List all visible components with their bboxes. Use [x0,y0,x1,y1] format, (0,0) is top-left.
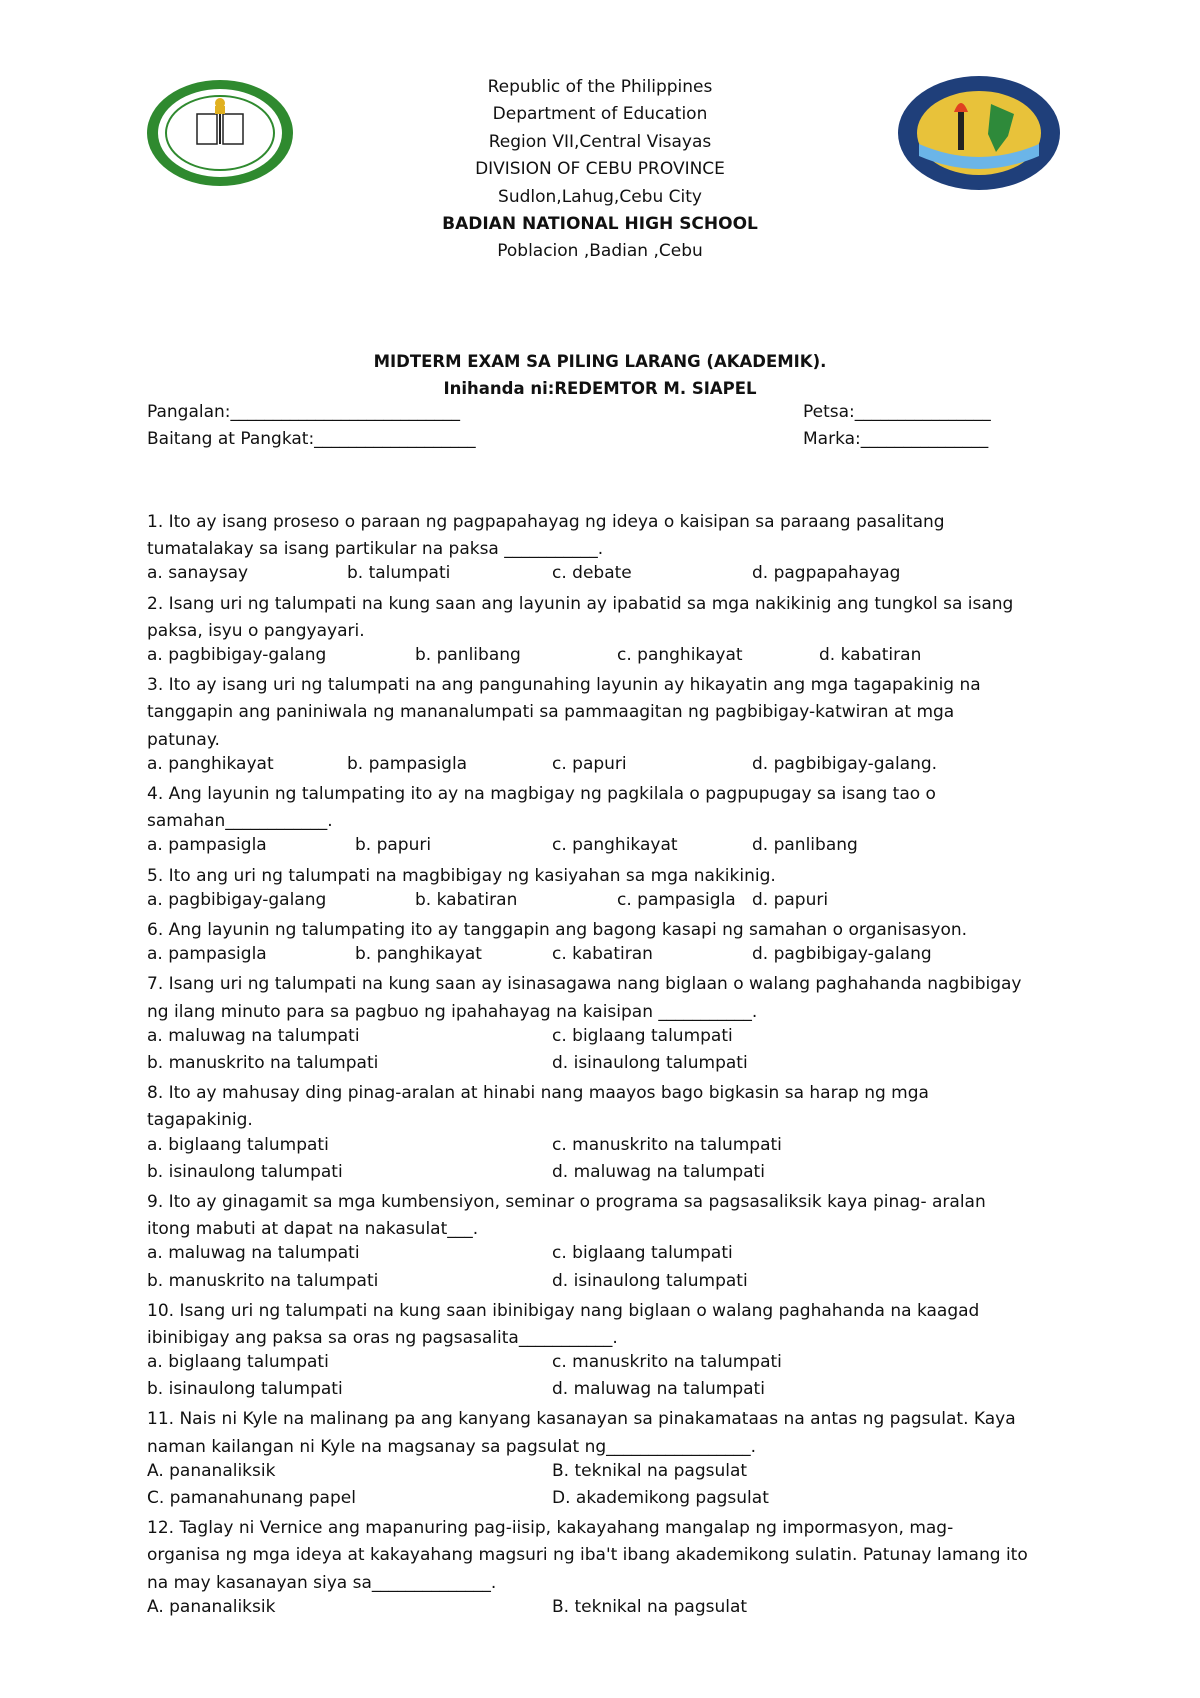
answer-option[interactable]: d. pagbibigay-galang. [752,753,938,774]
question-text-line: 8. Ito ay mahusay ding pinag-aralan at hinabi nang maayos bago bigkasin sa harap ng mga [147,1083,929,1104]
answer-option[interactable]: a. sanaysay [147,563,249,584]
answer-option[interactable]: d. maluwag na talumpati [552,1161,765,1182]
question-text-line: samahan____________. [147,811,333,832]
answer-option[interactable]: a. maluwag na talumpati [147,1243,360,1264]
question-6 [147,917,1077,971]
answer-option[interactable]: a. biglaang talumpati [147,1352,329,1373]
answer-option[interactable]: c. biglaang talumpati [552,1025,733,1046]
answer-option[interactable]: b. isinaulong talumpati [147,1379,343,1400]
answer-option[interactable]: a. biglaang talumpati [147,1134,329,1155]
answer-option[interactable]: A. pananaliksik [147,1596,276,1617]
question-text-line: na may kasanayan siya sa______________. [147,1572,497,1593]
question-10 [147,1298,1077,1407]
options-row [147,645,1077,672]
answer-option[interactable]: b. manuskrito na talumpati [147,1270,379,1291]
question-text-line: tumatalakay sa isang partikular na paksa ___________. [147,539,604,560]
options-row [147,944,1077,971]
answer-option[interactable]: d. pagbibigay-galang [752,944,932,965]
options-row [147,1243,1077,1270]
options-row [147,1597,1077,1624]
header-region: Region VII,Central Visayas [488,131,712,152]
question-9 [147,1189,1077,1298]
answer-option[interactable]: b. manuskrito na talumpati [147,1052,379,1073]
question-text-line: 4. Ang layunin ng talumpating ito ay na magbigay ng pagkilala o pagpupugay sa isang tao o [147,783,936,804]
answer-option[interactable]: B. teknikal na pagsulat [552,1460,748,1481]
answer-option[interactable]: c. biglaang talumpati [552,1243,733,1264]
question-text-line: organisa ng mga ideya at kakayahang magsuri ng iba't ibang akademikong sulatin. Patunay lamang ito [147,1545,1028,1566]
question-12 [147,1515,1077,1624]
question-text-line: tanggapin ang paniniwala ng mananalumpati sa pammaagitan ng pagbibigay-katwiran at mga [147,702,955,723]
header-division: DIVISION OF CEBU PROVINCE [475,159,725,180]
question-text-line: patunay. [147,729,220,750]
question-list [147,509,1077,1624]
answer-option[interactable]: a. pampasigla [147,944,267,965]
options-row [147,1488,1077,1515]
answer-option[interactable]: a. panghikayat [147,753,274,774]
answer-option[interactable]: c. panghikayat [552,835,678,856]
info-row-grade-score [147,429,1027,456]
answer-option[interactable]: b. pampasigla [347,753,468,774]
options-row [147,890,1077,917]
question-1 [147,509,1077,591]
options-row [147,835,1077,862]
options-row [147,1162,1077,1189]
question-text-line: paksa, isyu o pangyayari. [147,620,365,641]
answer-option[interactable]: C. pamanahunang papel [147,1488,356,1509]
date-field[interactable]: Petsa:________________ [803,402,991,422]
question-text-line: 1. Ito ay isang proseso o paraan ng pagpapahayag ng ideya o kaisipan sa paraang pasalitang [147,512,945,532]
answer-option[interactable]: c. pampasigla [617,889,736,910]
question-text-line: 9. Ito ay ginagamit sa mga kumbensiyon, seminar o programa sa pagsasaliksik kaya pinag- aralan [147,1191,986,1212]
question-text-line: 5. Ito ang uri ng talumpati na magbibigay ng kasiyahan sa mga nakikinig. [147,865,776,886]
info-row-name-date [147,402,1027,429]
options-row [147,1026,1077,1053]
exam-title-block [200,348,1000,402]
answer-option[interactable]: d. panlibang [752,835,858,856]
question-2 [147,591,1077,673]
answer-option[interactable]: c. manuskrito na talumpati [552,1352,782,1373]
answer-option[interactable]: a. pagbibigay-galang [147,645,327,665]
name-field[interactable]: Pangalan:___________________________ [147,402,461,422]
question-text-line: 10. Isang uri ng talumpati na kung saan ibinibigay nang biglaan o walang paghahanda na kaagad [147,1300,980,1321]
header-school-name: BADIAN NATIONAL HIGH SCHOOL [442,213,758,234]
question-8 [147,1080,1077,1189]
score-field[interactable]: Marka:_______________ [803,429,989,449]
question-text-line: naman kailangan ni Kyle na magsanay sa pagsulat ng_________________. [147,1436,757,1457]
answer-option[interactable]: b. talumpati [347,563,451,584]
answer-option[interactable]: A. pananaliksik [147,1460,276,1481]
question-11 [147,1406,1077,1515]
question-text-line: ng ilang minuto para sa pagbuo ng ipahahayag na kaisipan ___________. [147,1001,758,1022]
answer-option[interactable]: D. akademikong pagsulat [552,1488,769,1509]
question-7 [147,971,1077,1080]
question-text-line: 12. Taglay ni Vernice ang mapanuring pag-iisip, kakayahang mangalap ng impormasyon, mag- [147,1518,954,1539]
options-row [147,1379,1077,1406]
answer-option[interactable]: c. kabatiran [552,944,653,965]
options-row [147,1352,1077,1379]
options-row [147,1053,1077,1080]
answer-option[interactable]: a. pagbibigay-galang [147,889,327,910]
header-address: Sudlon,Lahug,Cebu City [498,186,702,207]
answer-option[interactable]: a. pampasigla [147,835,267,856]
header-republic: Republic of the Philippines [487,77,713,97]
question-text-line: itong mabuti at dapat na nakasulat___. [147,1219,479,1240]
answer-option[interactable]: b. isinaulong talumpati [147,1161,343,1182]
answer-option[interactable]: B. teknikal na pagsulat [552,1596,748,1617]
options-row [147,1271,1077,1298]
question-text-line: 6. Ang layunin ng talumpating ito ay tanggapin ang bagong kasapi ng samahan o organisasyon. [147,919,968,940]
answer-option[interactable]: a. maluwag na talumpati [147,1025,360,1046]
question-text-line: ibinibigay ang paksa sa oras ng pagsasalita___________. [147,1327,618,1348]
answer-option[interactable]: d. maluwag na talumpati [552,1379,765,1400]
answer-option[interactable]: c. debate [552,563,632,584]
school-logo [145,78,295,188]
question-5 [147,863,1077,917]
grade-section-field[interactable]: Baitang at Pangkat:___________________ [147,429,476,449]
options-row [147,1461,1077,1488]
answer-option[interactable]: c. panghikayat [617,645,743,665]
question-text-line: tagapakinig. [147,1110,253,1131]
answer-option[interactable]: d. pagpapahayag [752,563,901,584]
answer-option[interactable]: c. papuri [552,753,627,774]
question-text-line: 11. Nais ni Kyle na malinang pa ang kanyang kasanayan sa pinakamataas na antas ng pagsulat. Kaya [147,1409,1016,1430]
question-4 [147,781,1077,863]
options-row [147,1135,1077,1162]
header-school-address: Poblacion ,Badian ,Cebu [497,241,703,262]
answer-option[interactable]: b. panghikayat [355,944,482,965]
answer-option[interactable]: b. papuri [355,835,432,856]
question-3 [147,672,1077,781]
options-row [147,754,1077,781]
options-row [147,563,1077,590]
answer-option[interactable]: c. manuskrito na talumpati [552,1134,782,1155]
answer-option[interactable]: b. kabatiran [415,889,518,910]
answer-option[interactable]: b. panlibang [415,645,521,665]
question-text-line: 7. Isang uri ng talumpati na kung saan ay isinasagawa nang biglaan o walang paghahanda nagbibigay [147,974,1022,995]
letterhead [300,74,900,266]
question-text-line: 2. Isang uri ng talumpati na kung saan ang layunin ay ipabatid sa mga nakikinig ang tungkol sa isang [147,593,1014,614]
exam-prepared-by: Inihanda ni:REDEMTOR M. SIAPEL [443,379,757,398]
answer-option[interactable]: d. papuri [752,889,829,910]
answer-option[interactable]: d. kabatiran [819,645,922,665]
question-text-line: 3. Ito ay isang uri ng talumpati na ang pangunahing layunin ay hikayatin ang mga tagapakinig na [147,675,981,696]
division-logo [896,74,1062,192]
answer-option[interactable]: d. isinaulong talumpati [552,1052,748,1073]
exam-title: MIDTERM EXAM SA PILING LARANG (AKADEMIK). [373,352,827,371]
header-department: Department of Education [492,104,708,125]
answer-option[interactable]: d. isinaulong talumpati [552,1270,748,1291]
